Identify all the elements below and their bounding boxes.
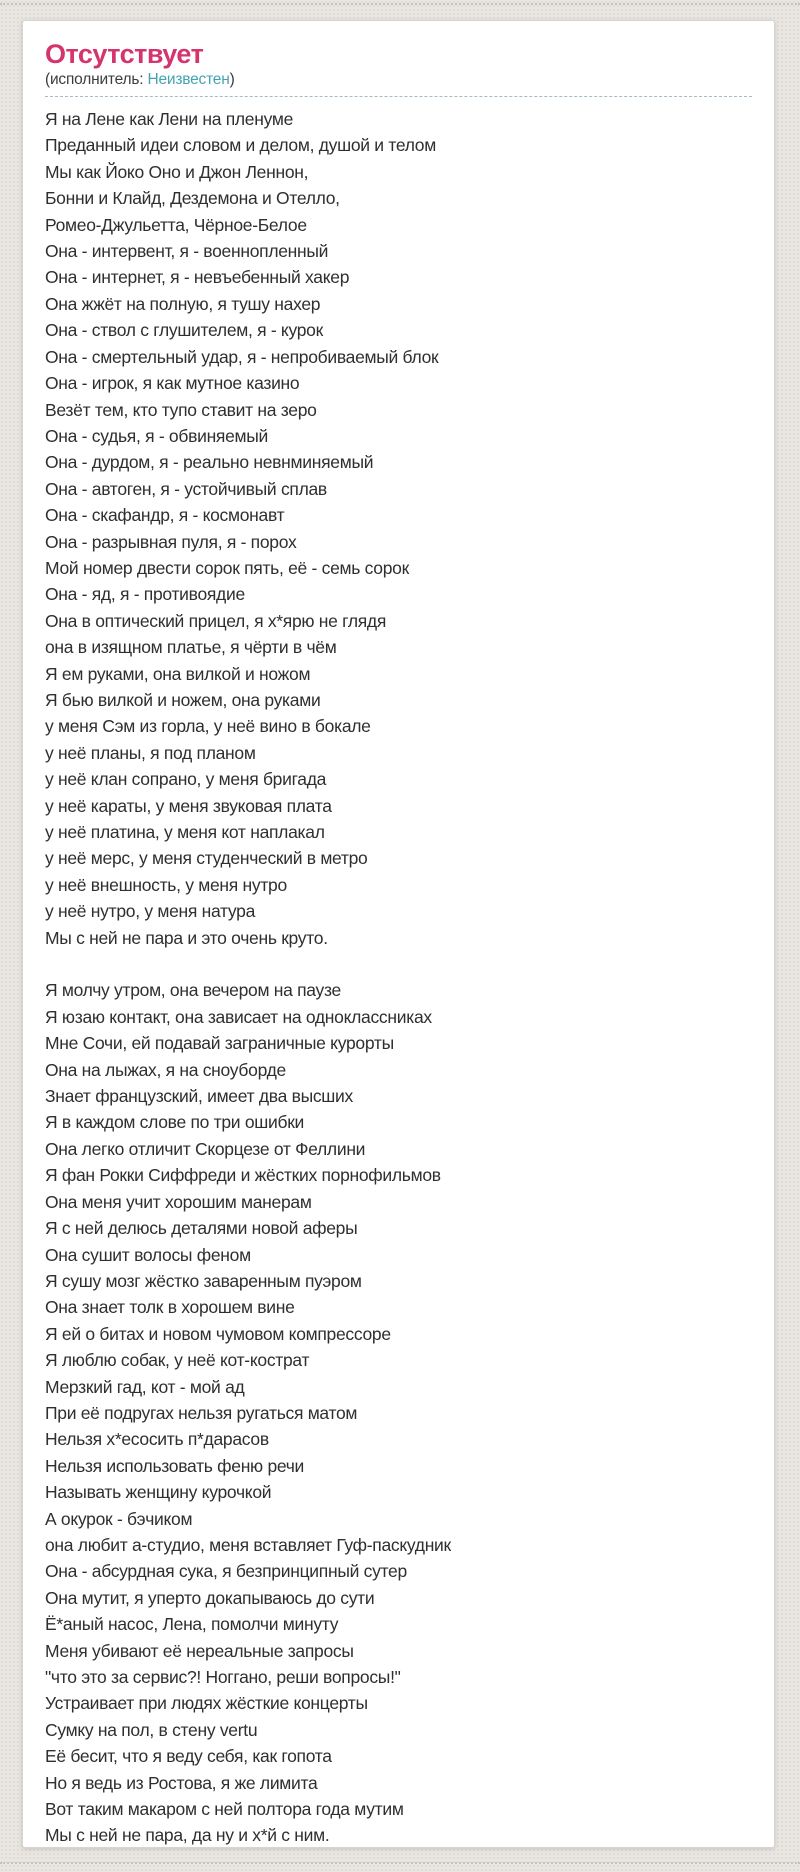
lyric-line: у неё мерс, у меня студенческий в метро bbox=[45, 848, 368, 869]
lyric-line: Я сушу мозг жёстко заваренным пуэром bbox=[45, 1270, 362, 1291]
lyric-line: у неё клан сопрано, у меня бригада bbox=[45, 769, 327, 790]
lyric-line: Я юзаю контакт, она зависает на одноклассниках bbox=[45, 1006, 432, 1027]
lyric-line: Она - дурдом, я - реально невнминяемый bbox=[45, 452, 374, 473]
lyric-line: Она мутит, я уперто докапываюсь до сути bbox=[45, 1587, 375, 1608]
lyric-line: Устраивает при людях жёсткие концерты bbox=[45, 1693, 368, 1714]
lyric-line: Ромео-Джульетта, Чёрное-Белое bbox=[45, 214, 307, 235]
artist-label-prefix: (исполнитель: bbox=[45, 71, 148, 89]
lyric-line: Она в оптический прицел, я х*ярю не глядя bbox=[45, 610, 387, 631]
lyric-line: Я молчу утром, она вечером на паузе bbox=[45, 980, 341, 1001]
lyric-line: Она - разрывная пуля, я - порох bbox=[45, 531, 297, 552]
lyric-line: Она - смертельный удар, я - непробиваемый блок bbox=[45, 346, 439, 367]
lyric-line: "что это за сервис?! Ноггано, реши вопросы!" bbox=[45, 1667, 401, 1687]
lyric-line: Мы с ней не пара, да ну и х*й с ним. bbox=[45, 1825, 330, 1846]
lyric-line: Я с ней делюсь деталями новой аферы bbox=[45, 1218, 358, 1239]
lyric-line: у неё нутро, у меня натура bbox=[45, 901, 256, 922]
lyric-line: Она меня учит хорошим манерам bbox=[45, 1191, 312, 1212]
lyric-line: Я на Лене как Лени на пленуме bbox=[45, 109, 294, 130]
lyric-line: Её бесит, что я веду себя, как гопота bbox=[45, 1746, 332, 1767]
lyric-line: А окурок - бэчиком bbox=[45, 1508, 193, 1529]
lyric-line: Я в каждом слове по три ошибки bbox=[45, 1112, 305, 1133]
artist-row bbox=[45, 71, 752, 97]
lyric-line: Она - автоген, я - устойчивый сплав bbox=[45, 478, 327, 499]
lyric-line: Мой номер двести сорок пять, её - семь сорок bbox=[45, 557, 409, 578]
lyric-line: Я люблю собак, у неё кот-кострат bbox=[45, 1350, 310, 1371]
lyric-line: Бонни и Клайд, Дездемона и Отелло, bbox=[45, 188, 340, 209]
lyric-line: Мерзкий гад, кот - мой ад bbox=[45, 1376, 245, 1397]
song-title: Отсутствует bbox=[45, 39, 204, 69]
lyric-line: Она - ствол с глушителем, я - курок bbox=[45, 320, 323, 341]
lyric-line: Она сушит волосы феном bbox=[45, 1244, 251, 1265]
lyric-line: Вот таким макаром с ней полтора года мутим bbox=[45, 1799, 404, 1820]
lyric-line: Она знает толк в хорошем вине bbox=[45, 1297, 295, 1318]
lyric-line: Нельзя х*есосить п*дарасов bbox=[45, 1429, 269, 1450]
lyric-line: Но я ведь из Ростова, я же лимита bbox=[45, 1772, 318, 1793]
lyric-line: Везёт тем, кто тупо ставит на зеро bbox=[45, 399, 317, 420]
lyric-line: у неё платина, у меня кот наплакал bbox=[45, 822, 325, 843]
lyric-line: Она - интервент, я - военнопленный bbox=[45, 241, 329, 262]
lyric-line: Она - яд, я - противоядие bbox=[45, 584, 245, 605]
lyric-line: Она - судья, я - обвиняемый bbox=[45, 425, 269, 446]
lyric-line: Она - интернет, я - невъебенный хакер bbox=[45, 267, 350, 288]
lyric-line: Сумку на пол, в стену vertu bbox=[45, 1719, 258, 1740]
lyric-line: Она - скафандр, я - космонавт bbox=[45, 505, 285, 526]
lyric-line: Мы с ней не пара и это очень круто. bbox=[45, 927, 328, 948]
lyric-line: она в изящном платье, я чёрти в чём bbox=[45, 637, 337, 658]
lyrics-stanza-1 bbox=[45, 106, 752, 951]
lyrics-stanza-2 bbox=[45, 977, 752, 1848]
lyric-line: у меня Сэм из горла, у неё вино в бокале bbox=[45, 716, 371, 737]
lyric-line: Она - абсурдная сука, я безпринципный сутер bbox=[45, 1561, 407, 1582]
lyric-line: Меня убивают её нереальные запросы bbox=[45, 1640, 354, 1661]
lyric-line: Она легко отличит Скорцезе от Феллини bbox=[45, 1138, 366, 1159]
lyric-line: Она - игрок, я как мутное казино bbox=[45, 373, 300, 394]
lyric-line: Она жжёт на полную, я тушу нахер bbox=[45, 293, 321, 314]
lyric-line: Я ей о битах и новом чумовом компрессоре bbox=[45, 1323, 391, 1344]
lyric-line: Ё*аный насос, Лена, помолчи минуту bbox=[45, 1614, 339, 1635]
stanza-gap bbox=[45, 951, 752, 977]
lyric-line: она любит а-студио, меня вставляет Гуф-паскудник bbox=[45, 1534, 451, 1555]
artist-label-suffix: ) bbox=[229, 71, 235, 89]
lyric-line: Она на лыжах, я на сноуборде bbox=[45, 1059, 286, 1080]
lyric-line: При её подругах нельзя ругаться матом bbox=[45, 1402, 358, 1423]
artist-link[interactable]: Неизвестен bbox=[147, 71, 230, 89]
lyrics-card bbox=[22, 20, 775, 1848]
lyric-line: Знает французский, имеет два высших bbox=[45, 1086, 353, 1107]
lyric-line: Я бью вилкой и ножем, она руками bbox=[45, 689, 321, 710]
lyric-line: Мы как Йоко Оно и Джон Леннон, bbox=[45, 161, 309, 182]
lyrics-block bbox=[45, 106, 752, 1849]
lyric-line: Я ем руками, она вилкой и ножом bbox=[45, 663, 311, 684]
lyric-line: у неё планы, я под планом bbox=[45, 742, 256, 763]
lyric-line: Мне Сочи, ей подавай заграничные курорты bbox=[45, 1033, 394, 1054]
lyric-line: Нельзя использовать феню речи bbox=[45, 1455, 305, 1476]
lyric-line: Называть женщину курочкой bbox=[45, 1482, 272, 1503]
lyric-line: у неё караты, у меня звуковая плата bbox=[45, 795, 332, 816]
lyric-line: у неё внешность, у меня нутро bbox=[45, 874, 287, 895]
lyric-line: Я фан Рокки Сиффреди и жёстких порнофильмов bbox=[45, 1165, 441, 1186]
lyric-line: Преданный идеи словом и делом, душой и телом bbox=[45, 135, 436, 156]
